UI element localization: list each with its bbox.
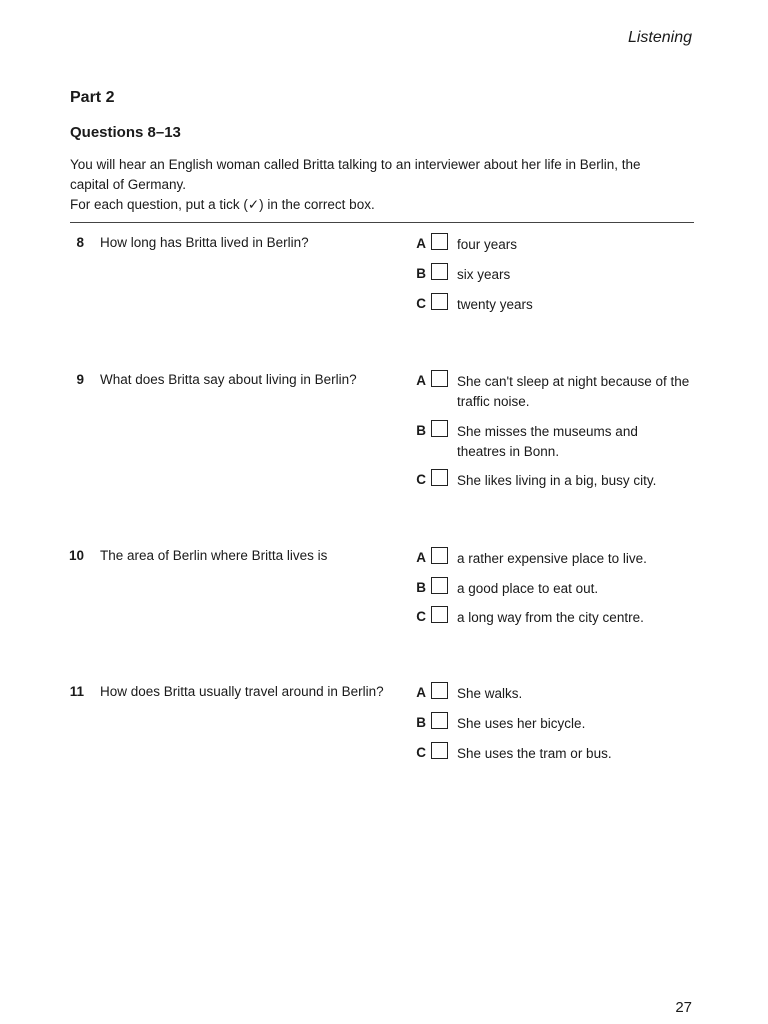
option-text: four years — [457, 237, 518, 252]
checkbox-11b[interactable] — [431, 712, 448, 729]
option-text: She uses her bicycle. — [457, 716, 586, 731]
question-number: 11 — [69, 684, 84, 699]
option-text: She walks. — [457, 686, 523, 701]
checkbox-9a[interactable] — [431, 370, 448, 387]
option-text: twenty years — [457, 297, 533, 312]
option-10c — [400, 606, 700, 630]
option-9b — [400, 420, 700, 464]
option-8c — [400, 293, 700, 317]
option-letter: A — [416, 373, 426, 388]
question-text: The area of Berlin where Britta lives is — [100, 548, 328, 563]
option-letter: B — [416, 715, 426, 730]
questions-title: Questions 8–13 — [70, 124, 181, 141]
question-text: What does Britta say about living in Berlin? — [100, 372, 357, 387]
option-9c — [400, 469, 700, 493]
option-letter: A — [416, 550, 426, 565]
option-letter: A — [416, 236, 426, 251]
option-letter: B — [416, 580, 426, 595]
option-9a — [400, 370, 700, 414]
option-text: six years — [457, 267, 511, 282]
option-letter: C — [416, 472, 426, 487]
option-text: a long way from the city centre. — [457, 610, 644, 625]
divider-rule — [70, 222, 694, 223]
checkbox-8b[interactable] — [431, 263, 448, 280]
question-text: How long has Britta lived in Berlin? — [100, 235, 309, 250]
option-text: She likes living in a big, busy city. — [457, 473, 657, 488]
option-letter: C — [416, 609, 426, 624]
checkbox-11a[interactable] — [431, 682, 448, 699]
instructions-line-2: capital of Germany. — [70, 177, 187, 192]
option-text: She misses the museums and theatres in Bonn. — [457, 424, 638, 459]
option-letter: B — [416, 423, 426, 438]
option-text: a rather expensive place to live. — [457, 551, 647, 566]
option-letter: C — [416, 745, 426, 760]
option-text: She uses the tram or bus. — [457, 746, 612, 761]
option-11b — [400, 712, 700, 736]
checkbox-9b[interactable] — [431, 420, 448, 437]
checkbox-8c[interactable] — [431, 293, 448, 310]
checkbox-8a[interactable] — [431, 233, 448, 250]
instructions-line-1: You will hear an English woman called Britta talking to an interviewer about her life in Berlin, the — [70, 157, 641, 172]
checkbox-10c[interactable] — [431, 606, 448, 623]
option-letter: C — [416, 296, 426, 311]
question-text: How does Britta usually travel around in Berlin? — [100, 684, 384, 699]
section-label: Listening — [627, 29, 692, 46]
question-number: 8 — [76, 235, 84, 250]
option-10a — [400, 547, 700, 571]
option-text: a good place to eat out. — [457, 581, 599, 596]
option-11a — [400, 682, 700, 706]
checkbox-10b[interactable] — [431, 577, 448, 594]
question-number: 9 — [76, 372, 84, 387]
part-title: Part 2 — [70, 89, 115, 106]
option-8b — [400, 263, 700, 287]
question-number: 10 — [68, 548, 84, 563]
checkbox-11c[interactable] — [431, 742, 448, 759]
instructions-line-3: For each question, put a tick (✓) in the correct box. — [70, 197, 375, 212]
option-8a — [400, 233, 700, 257]
option-11c — [400, 742, 700, 766]
option-letter: B — [416, 266, 426, 281]
option-text: She can't sleep at night because of the traffic noise. — [457, 374, 690, 409]
option-letter: A — [416, 685, 426, 700]
page-number: 27 — [675, 999, 692, 1016]
checkbox-9c[interactable] — [431, 469, 448, 486]
checkbox-10a[interactable] — [431, 547, 448, 564]
option-10b — [400, 577, 700, 601]
